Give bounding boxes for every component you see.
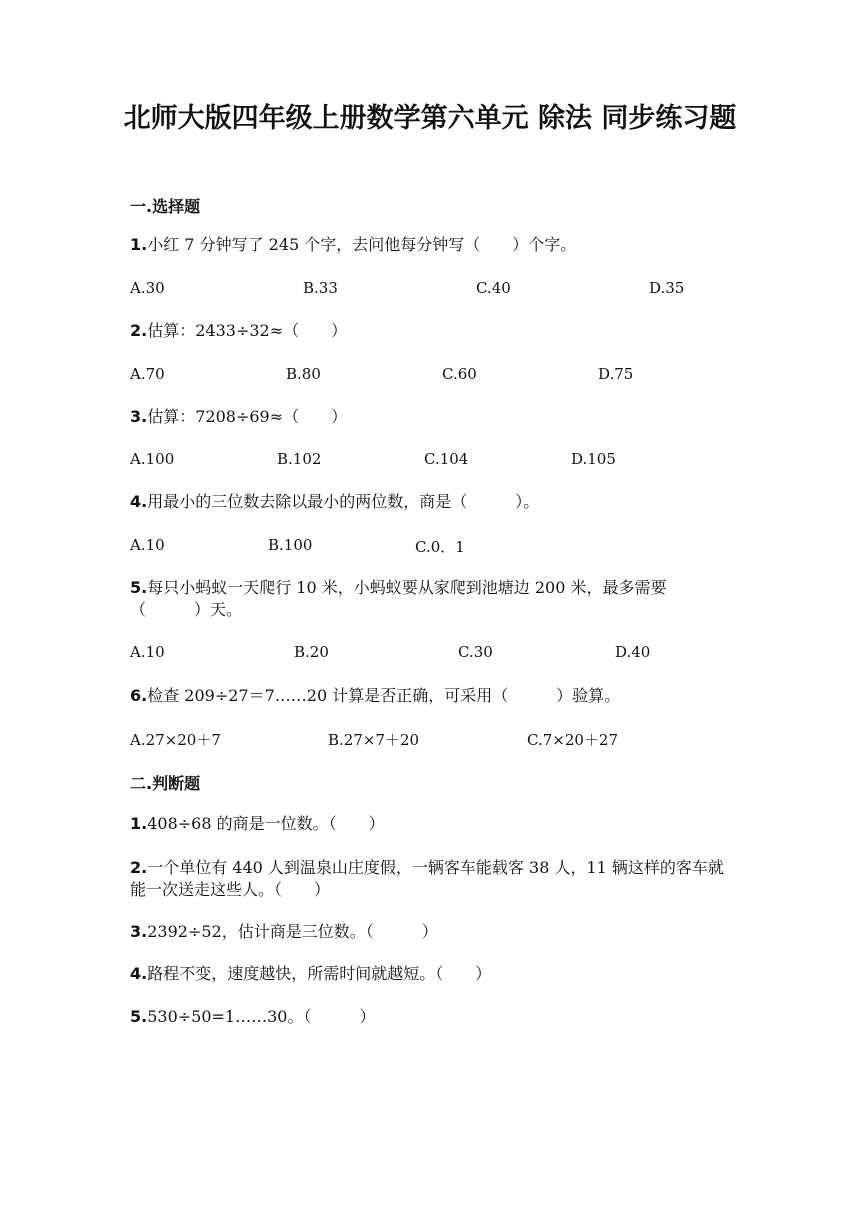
question-number: 3.: [130, 922, 148, 941]
question-text: 小红 7 分钟写了 245 个字，去问他每分钟写（ ）个字。: [147, 235, 577, 254]
question-text: 530÷50=1……30。（ ）: [147, 1007, 376, 1026]
question-number: 5.: [130, 1007, 148, 1026]
choice-options-2: [130, 365, 730, 387]
option-a: A.70: [130, 365, 165, 383]
choice-question-5: [130, 577, 730, 621]
question-text: 估算：7208÷69≈（ ）: [147, 407, 348, 426]
option-d: D.105: [571, 450, 616, 468]
question-number: 5.: [130, 578, 148, 597]
choice-options-6: [130, 729, 730, 751]
choice-options-4: [130, 536, 730, 558]
question-text: 每只小蚂蚁一天爬行 10 米，小蚂蚁要从家爬到池塘边 200 米，最多需要（ ）天。: [130, 578, 667, 619]
option-b: B.80: [286, 365, 321, 383]
question-text: 2392÷52，估计商是三位数。（ ）: [147, 922, 438, 941]
option-c: C.104: [424, 450, 469, 468]
option-c: C.40: [476, 279, 511, 297]
question-text: 用最小的三位数去除以最小的两位数，商是（ ）。: [147, 492, 540, 511]
choice-question-3: [130, 406, 730, 428]
question-number: 4.: [130, 964, 148, 983]
choice-options-1: [130, 279, 730, 301]
choice-question-6: [130, 685, 730, 707]
option-c: C.7×20＋27: [527, 731, 618, 749]
option-c: C.60: [442, 365, 477, 383]
question-number: 1.: [130, 235, 148, 254]
choice-question-4: [130, 491, 730, 513]
page-title: 北师大版四年级上册数学第六单元 除法 同步练习题: [123, 103, 737, 134]
question-number: 4.: [130, 492, 148, 511]
option-c: C.0．1: [415, 538, 465, 556]
option-a: A.10: [130, 536, 165, 554]
option-b: B.20: [294, 643, 329, 661]
judgement-question-1: [130, 813, 730, 835]
section-heading-judgement: 二.判断题: [130, 774, 201, 793]
question-number: 1.: [130, 814, 148, 833]
option-a: A.30: [130, 279, 165, 297]
option-b: B.33: [303, 279, 338, 297]
option-b: B.102: [277, 450, 322, 468]
option-b: B.27×7＋20: [328, 731, 420, 749]
question-number: 2.: [130, 858, 148, 877]
question-text: 检查 209÷27＝7……20 计算是否正确，可采用（ ）验算。: [147, 686, 621, 705]
question-text: 路程不变，速度越快，所需时间就越短。（ ）: [147, 964, 492, 983]
option-a: A.100: [130, 450, 175, 468]
option-d: D.75: [598, 365, 634, 383]
section-heading-choice: 一.选择题: [130, 197, 201, 216]
question-number: 2.: [130, 321, 148, 340]
question-text: 408÷68 的商是一位数。（ ）: [147, 814, 385, 833]
question-text: 估算：2433÷32≈（ ）: [147, 321, 348, 340]
option-b: B.100: [268, 536, 313, 554]
judgement-question-3: [130, 921, 730, 943]
choice-question-2: [130, 320, 730, 342]
option-a: A.27×20＋7: [130, 731, 221, 749]
choice-question-1: [130, 234, 730, 256]
option-d: D.40: [615, 643, 651, 661]
option-a: A.10: [130, 643, 165, 661]
judgement-question-4: [130, 963, 730, 985]
choice-options-5: [130, 643, 730, 665]
question-number: 3.: [130, 407, 148, 426]
option-c: C.30: [458, 643, 493, 661]
judgement-question-5: [130, 1006, 730, 1028]
question-text: 一个单位有 440 人到温泉山庄度假，一辆客车能载客 38 人，11 辆这样的客车就能一次送走这些人。（ ）: [130, 858, 724, 899]
question-number: 6.: [130, 686, 148, 705]
option-d: D.35: [649, 279, 685, 297]
choice-options-3: [130, 450, 730, 472]
judgement-question-2: [130, 857, 730, 901]
